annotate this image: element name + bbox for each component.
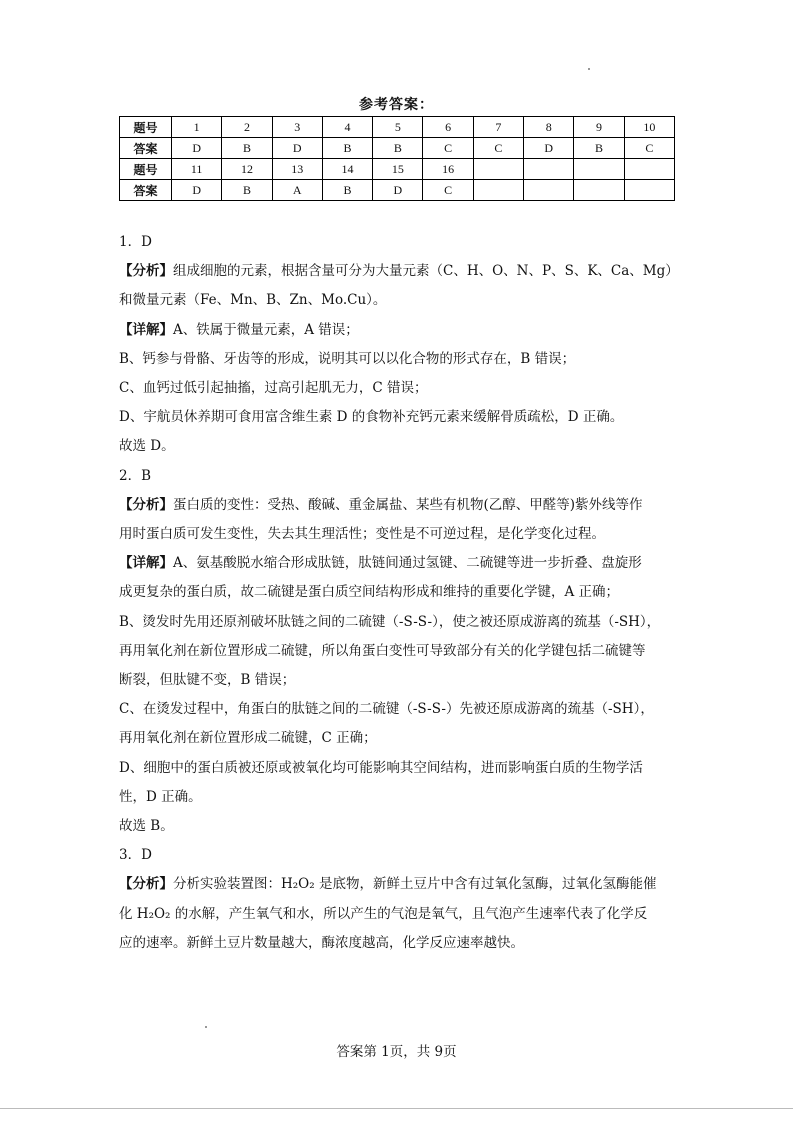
text-line (119, 929, 679, 958)
question-number-cell: 6 (423, 117, 473, 138)
answer-cell: D (172, 180, 222, 201)
page-footer: 答案第 1页，共 9页 (336, 1044, 457, 1060)
line-text: A、氨基酸脱水缩合形成肽链，肽链间通过氢键、二硫键等进一步折叠、盘旋形 (173, 555, 642, 572)
question-number-cell (574, 159, 624, 180)
answer-cell: B (222, 180, 272, 201)
line-text: B、烫发时先用还原剂破坏肽链之间的二硫键（-S-S-），使之被还原成游离的巯基（-SH）， (119, 613, 661, 630)
answer-cell: D (172, 138, 222, 159)
question-number-cell: 14 (322, 159, 372, 180)
line-text: 应的速率。新鲜土豆片数量越大，酶浓度越高，化学反应速率越快。 (119, 934, 524, 951)
line-text: 故选 B。 (119, 818, 174, 835)
text-line (119, 345, 679, 374)
question-number-cell (624, 159, 674, 180)
table-row-answers (120, 138, 675, 159)
section-tag: 【分析】 (119, 876, 173, 893)
answer-cell: C (624, 138, 674, 159)
text-line (119, 578, 679, 607)
answer-cell: A (272, 180, 322, 201)
answer-cell: B (373, 138, 423, 159)
row-header-answer: 答案 (120, 180, 172, 201)
question-number-cell: 3 (272, 117, 322, 138)
line-text: 成更复杂的蛋白质，故二硫键是蛋白质空间结构形成和维持的重要化学键，A 正确； (119, 584, 620, 601)
question-number-cell (473, 159, 523, 180)
line-text: 和微量元素（Fe、Mn、B、Zn、Mo.Cu）。 (119, 292, 387, 309)
line-text: 化 H₂O₂ 的水解，产生氧气和水，所以产生的气泡是氧气，且气泡产生速率代表了化学反 (119, 905, 648, 922)
line-text: 分析实验装置图：H₂O₂ 是底物，新鲜土豆片中含有过氧化氢酶，过氧化氢酶能催 (173, 876, 657, 893)
question-number-cell: 4 (322, 117, 372, 138)
line-text: C、在烫发过程中，角蛋白的肽链之间的二硫键（-S-S-）先被还原成游离的巯基（-SH）， (119, 701, 654, 718)
line-text: C、血钙过低引起抽搐，过高引起肌无力，C 错误； (119, 380, 428, 397)
answer-cell: B (222, 138, 272, 159)
question-number-cell: 2 (222, 117, 272, 138)
answer-cell: B (322, 138, 372, 159)
answer-cell (524, 180, 574, 201)
table-row-numbers (120, 117, 675, 138)
question-number-cell: 13 (272, 159, 322, 180)
text-line (119, 403, 679, 432)
answer-cell: D (373, 180, 423, 201)
explanation-body (119, 228, 679, 958)
scan-speck (588, 68, 590, 70)
line-text: 性，D 正确。 (119, 788, 202, 805)
page-title: 参考答案： (359, 97, 434, 113)
answer-table (119, 116, 675, 201)
text-line (119, 462, 679, 491)
question-number-cell: 9 (574, 117, 624, 138)
text-line (119, 432, 679, 461)
answer-cell: B (322, 180, 372, 201)
text-line (119, 491, 679, 520)
line-text: 用时蛋白质可发生变性，失去其生理活性；变性是不可逆过程，是化学变化过程。 (119, 526, 605, 543)
line-text: 故选 D。 (119, 438, 175, 455)
line-text: 3．D (119, 847, 152, 864)
line-text: D、细胞中的蛋白质被还原或被氧化均可能影响其空间结构，进而影响蛋白质的生物学活 (119, 759, 643, 776)
line-text: D、宇航员休养期可食用富含维生素 D 的食物补充钙元素来缓解骨质疏松，D 正确。 (119, 409, 624, 426)
answer-cell: C (473, 138, 523, 159)
section-tag: 【详解】 (119, 321, 173, 338)
answer-cell: B (574, 138, 624, 159)
line-text: 组成细胞的元素，根据含量可分为大量元素（C、H、O、N、P、S、K、Ca、Mg） (173, 263, 679, 280)
question-number-cell: 16 (423, 159, 473, 180)
text-line (119, 754, 679, 783)
text-line (119, 549, 679, 578)
line-text: 蛋白质的变性：受热、酸碱、重金属盐、某些有机物(乙醇、甲醛等)紫外线等作 (173, 496, 643, 513)
line-text: A、铁属于微量元素，A 错误； (173, 321, 359, 338)
row-header-question-number: 题号 (120, 159, 172, 180)
text-line (119, 666, 679, 695)
question-number-cell: 11 (172, 159, 222, 180)
question-number-cell: 10 (624, 117, 674, 138)
question-number-cell: 7 (473, 117, 523, 138)
text-line (119, 870, 679, 899)
line-text: 1．D (119, 234, 152, 250)
answer-cell: C (423, 180, 473, 201)
question-number-cell: 5 (373, 117, 423, 138)
text-line (119, 812, 679, 841)
row-header-question-number: 题号 (120, 117, 172, 138)
question-number-cell (524, 159, 574, 180)
question-number-cell: 12 (222, 159, 272, 180)
answer-cell (574, 180, 624, 201)
text-line (119, 637, 679, 666)
scan-speck (205, 1026, 207, 1028)
text-line (119, 900, 679, 929)
text-line (119, 228, 679, 257)
answer-cell: D (272, 138, 322, 159)
text-line (119, 608, 679, 637)
answer-cell: C (423, 138, 473, 159)
text-line (119, 257, 679, 286)
section-tag: 【详解】 (119, 555, 173, 572)
section-tag: 【分析】 (119, 263, 173, 280)
text-line (119, 841, 679, 870)
answer-cell (473, 180, 523, 201)
row-header-answer: 答案 (120, 138, 172, 159)
text-line (119, 695, 679, 724)
text-line (119, 374, 679, 403)
question-number-cell: 1 (172, 117, 222, 138)
text-line (119, 286, 679, 315)
answer-cell: D (524, 138, 574, 159)
line-text: 再用氧化剂在新位置形成二硫键，C 正确； (119, 730, 377, 747)
answer-cell (624, 180, 674, 201)
question-number-cell: 15 (373, 159, 423, 180)
line-text: 断裂，但肽键不变，B 错误； (119, 672, 296, 689)
text-line (119, 783, 679, 812)
line-text: B、钙参与骨骼、牙齿等的形成，说明其可以以化合物的形式存在，B 错误； (119, 350, 576, 367)
line-text: 再用氧化剂在新位置形成二硫键，所以角蛋白变性可导致部分有关的化学键包括二硫键等 (119, 642, 646, 659)
table-row-answers (120, 180, 675, 201)
section-tag: 【分析】 (119, 496, 173, 513)
table-row-numbers (120, 159, 675, 180)
text-line (119, 724, 679, 753)
line-text: 2．B (119, 467, 152, 484)
text-line (119, 316, 679, 345)
text-line (119, 520, 679, 549)
page-bottom-rule (0, 1108, 793, 1109)
question-number-cell: 8 (524, 117, 574, 138)
